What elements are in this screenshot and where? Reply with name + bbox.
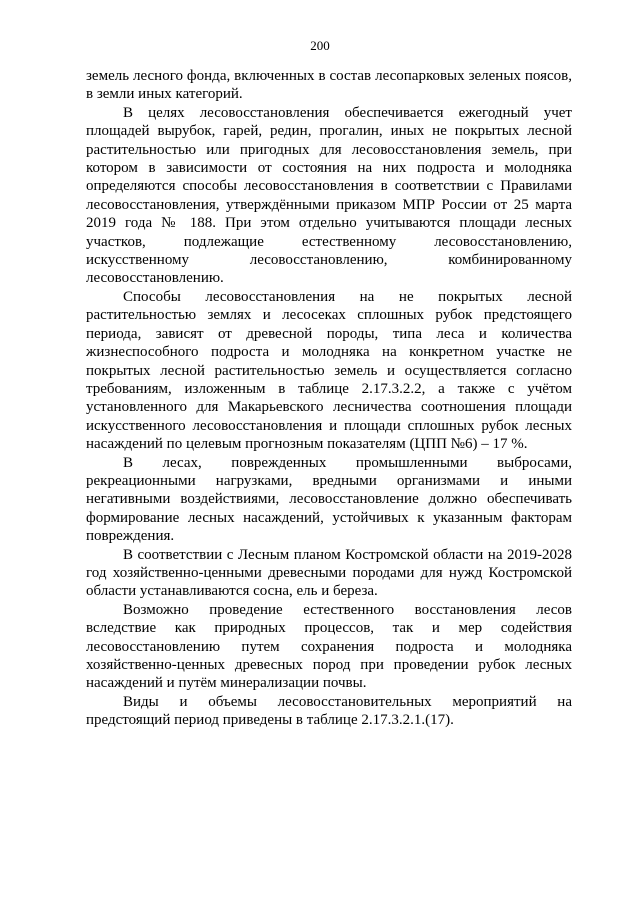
- page-number: 200: [310, 38, 330, 53]
- paragraph-reforestation-accounting: В целях лесовосстановления обеспечивается ежегодный учет площадей вырубок, гарей, редин, прогалин, иных не покрытых лесной растительностью или пригодных для лесовосстановления земель, при котором в зависимости от состояния на них подроста и молодняка определяются способы лесовосстановления в соответствии с Правилами лесовосстановления, утверждёнными приказом МПР России от 25 марта 2019 года № 188. При этом отдельно учитываются площади лесных участков, подлежащие естественному лесовосстановлению, искусственному лесовосстановлению, комбинированному лесовосстановлению.: [86, 104, 572, 287]
- paragraph-valuable-species: В соответствии с Лесным планом Костромской области на 2019-2028 год хозяйственно-ценными древесными породами для нужд Костромской области устанавливаются сосна, ель и береза.: [86, 546, 572, 600]
- paragraph-damaged-forests: В лесах, поврежденных промышленными выбросами, рекреационными нагрузками, вредными организмами и иными негативными воздействиями, лесовосстановление должно обеспечивать формирование лесных насаждений, устойчивых к указанным факторам повреждения.: [86, 454, 572, 545]
- body-text: [86, 67, 572, 730]
- paragraph-table-reference: Виды и объемы лесовосстановительных мероприятий на предстоящий период приведены в таблице 2.17.3.2.1.(17).: [86, 693, 572, 729]
- paragraph-continuation: земель лесного фонда, включенных в состав лесопарковых зеленых поясов, в земли иных категорий.: [86, 68, 572, 103]
- paragraph-natural-regeneration: Возможно проведение естественного восстановления лесов вследствие как природных процессов, так и мер содействия лесовосстановлению путем сохранения подроста и молодняка хозяйственно-ценных древесных пород при проведении рубок лесных насаждений и путём минерализации почвы.: [86, 601, 572, 692]
- paragraph-reforestation-methods: Способы лесовосстановления на не покрытых лесной растительностью землях и лесосеках сплошных рубок предстоящего периода, зависят от древесной породы, типа леса и количества жизнеспособного подроста и молодняка на конкретном участке не покрытых лесной растительностью земель и осуществляется согласно требованиям, изложенным в таблице 2.17.3.2.2, а также с учётом установленного для Макарьевского лесничества соотношения площади искусственного лесовосстановления и площади сплошных рубок лесных насаждений по целевым прогнозным показателям (ЦПП №6) – 17 %.: [86, 288, 572, 453]
